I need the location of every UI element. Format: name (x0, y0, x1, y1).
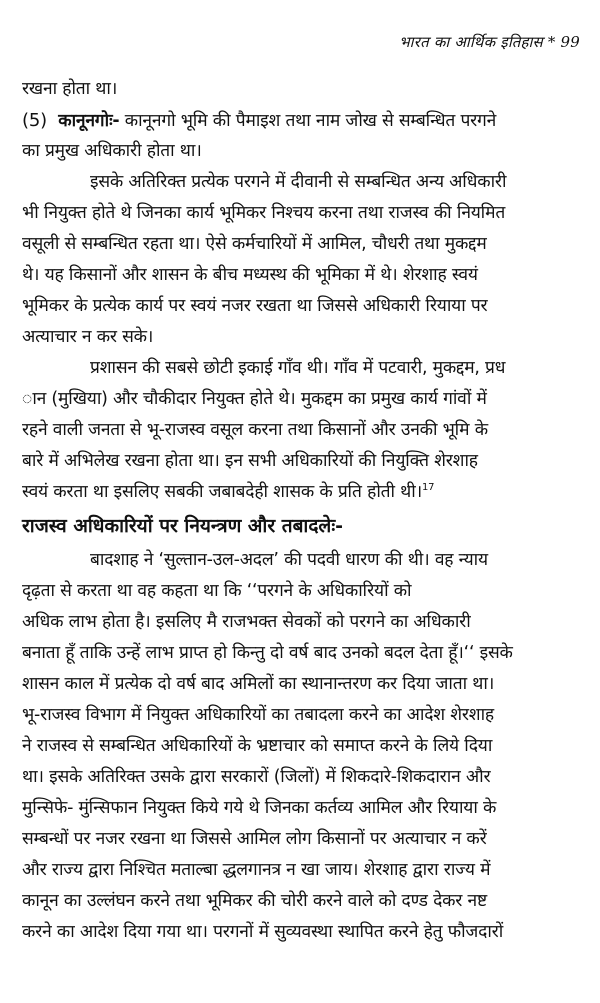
text-line: अधिक लाभ होता है। इसलिए मै राजभक्त सेवकों को परगने का अधिकारी (22, 612, 471, 632)
text-line-with-footnote (22, 477, 580, 508)
text-line: ने राजस्व से सम्बन्धित अधिकारियों के भ्रष्टाचार को समाप्त करने के लिये दिया (22, 736, 493, 756)
text-line: अत्याचार न कर सके। (22, 327, 154, 347)
text-line: सम्बन्धों पर नजर रखना था जिससे आमिल लोग किसानों पर अत्याचार न करें (22, 829, 487, 849)
paragraph-start-line: प्रशासन की सबसे छोटी इकाई गाँव थी। गाँव में पटवारी, मुकद्दम, प्रध (90, 358, 506, 378)
text-line: बारे में अभिलेख रखना होता था। इन सभी अधिकारियों की नियुक्ति शेरशाह (22, 451, 478, 471)
running-header: भारत का आर्थिक इतिहास * 99 (399, 33, 580, 51)
section-5-line (22, 105, 580, 136)
text-line: रहने वाली जनता से भू-राजस्व वसूल करना तथा किसानों और उनकी भूमि के (22, 420, 488, 440)
text-line: वसूली से सम्बन्धित रहता था। ऐसे कर्मचारियों में आमिल, चौधरी तथा मुकद्दम (22, 234, 487, 254)
section-number: (5) (22, 110, 47, 131)
text-line: थे। यह किसानों और शासन के बीच मध्यस्थ की भूमिका में थे। शेरशाह स्वयं (22, 265, 478, 285)
footnote-ref: 17 (421, 482, 435, 494)
text-line: भी नियुक्त होते थे जिनका कार्य भूमिकर निश्चय करना तथा राजस्व की नियमित (22, 203, 506, 223)
paragraph-start-line: बादशाह ने ‘सुल्तान-उल-अदल’ की पदवी धारण की थी। वह न्याय (90, 550, 488, 570)
text-line: बनाता हूँ ताकि उन्हें लाभ प्राप्त हो किन्तु दो वर्ष बाद उनको बदल देता हूँ।‘‘ इसके (22, 643, 513, 663)
text-line: भू-राजस्व विभाग में नियुक्त अधिकारियों का तबादला करने का आदेश शेरशाह (22, 705, 494, 725)
text-line: का प्रमुख अधिकारी होता था। (22, 141, 202, 161)
section-term: कानूनगोः- (58, 111, 120, 131)
text-line: ान (मुखिया) और चौकीदार नियुक्त होते थे। मुकद्दम का प्रमुख कार्य गांवों में (22, 389, 487, 409)
text-line: शासन काल में प्रत्येक दो वर्ष बाद अमिलों का स्थानान्तरण कर दिया जाता था। (22, 674, 495, 694)
text-line: और राज्य द्वारा निश्चित मताल्बा द्धलगानत्र न खा जाय। शेरशाह द्वारा राज्य में (22, 860, 491, 880)
text-line: रखना होता था। (22, 79, 118, 99)
text-line: था। इसके अतिरिक्त उसके द्वारा सरकारों (जिलों) में शिकदारे-शिकदारान और (22, 767, 491, 787)
text-line: कानून का उल्लंघन करने तथा भूमिकर की चोरी करने वाले को दण्ड देकर नष्ट (22, 891, 487, 911)
section-heading: राजस्व अधिकारियों पर नियन्त्रण और तबादलेः- (22, 515, 344, 537)
section-text: कानूनगो भूमि की पैमाइश तथा नाम जोख से सम्बन्धित परगने (124, 111, 497, 131)
text-line: दृढ़ता से करता था वह कहता था कि ‘‘परगने के अधिकारियों को (22, 581, 412, 601)
text-span: स्वयं करता था इसलिए सबकी जबाबदेही शासक के प्रति होती थी। (22, 482, 422, 502)
paragraph-start-line: इसके अतिरिक्त प्रत्येक परगने में दीवानी से सम्बन्धित अन्य अधिकारी (90, 172, 507, 192)
text-line: भूमिकर के प्रत्येक कार्य पर स्वयं नजर रखता था जिससे अधिकारी रियाया पर (22, 296, 488, 316)
text-line: मुन्सिफे- मुंन्सिफान नियुक्त किये गये थे जिनका कर्तव्य आमिल और रियाया के (22, 798, 497, 818)
text-line: करने का आदेश दिया गया था। परगनों में सुव्यवस्था स्थापित करने हेतु फौजदारों (22, 922, 504, 942)
page-body (22, 74, 580, 948)
